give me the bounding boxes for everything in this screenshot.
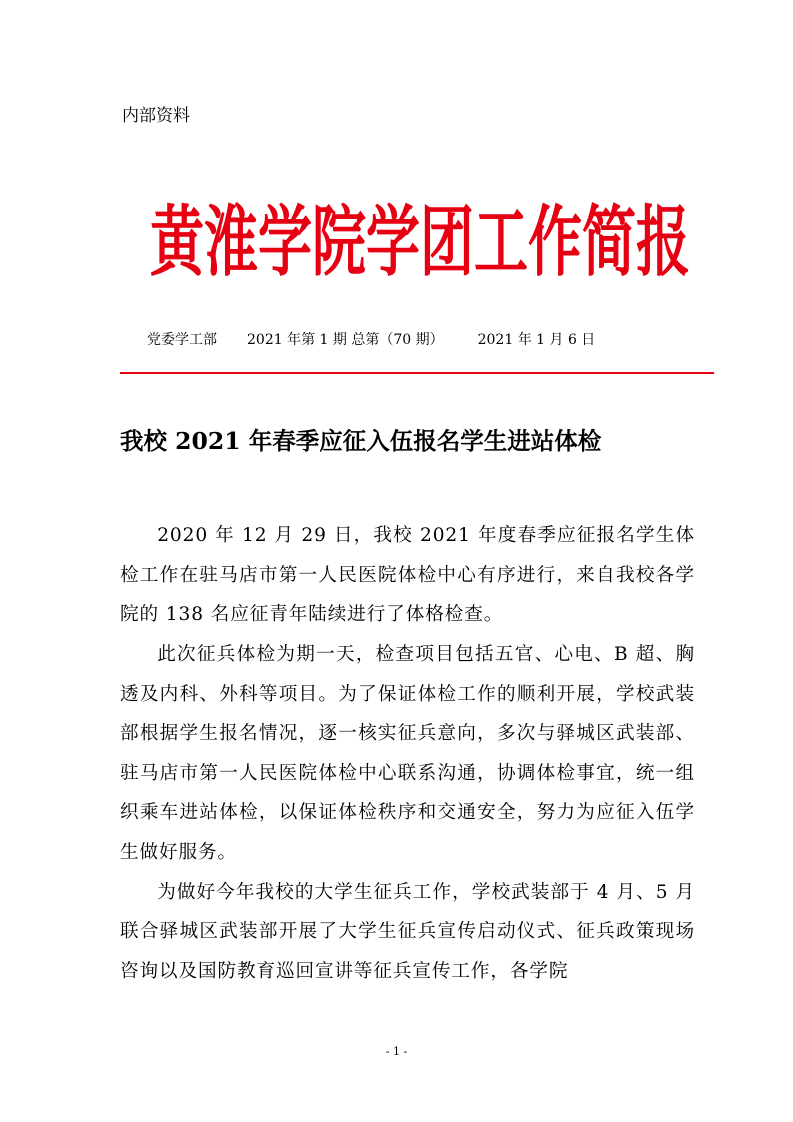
article-paragraph: 此次征兵体检为期一天，检查项目包括五官、心电、B 超、胸透及内科、外科等项目。为了保证体检工作的顺利开展，学校武装部根据学生报名情况，逐一核实征兵意向，多次与驿城区武装部、驻马店市第一人民医院体检中心联系沟通，协调体检事宜，统一组织乘车进站体检，以保证体检秩序和交通安全，努力为应征入伍学生做好服务。	[120, 644, 695, 863]
page-number: - 1 -	[385, 1045, 408, 1058]
masthead-character: 学	[366, 197, 420, 288]
issue-info-line	[147, 329, 595, 351]
masthead-character: 学	[258, 197, 312, 288]
issue-department: 党委学工部	[147, 332, 217, 348]
masthead-character: 简	[582, 197, 636, 288]
masthead-character: 黄	[150, 197, 204, 288]
article-paragraph: 2020 年 12 月 29 日，我校 2021 年度春季应征报名学生体检工作在驻马店市第一人民医院体检中心有序进行，来自我校各学院的 138 名应征青年陆续进行了体格检查。	[120, 525, 695, 625]
masthead-character: 报	[636, 197, 690, 288]
masthead-character: 工	[474, 197, 528, 288]
issue-number: 2021 年第 1 期 总第（70 期）	[247, 332, 444, 348]
masthead-divider	[120, 372, 714, 374]
masthead-character: 淮	[204, 197, 258, 288]
masthead-character: 作	[528, 197, 582, 288]
internal-material-label: 内部资料	[122, 106, 190, 126]
article-body	[120, 516, 695, 992]
masthead-title	[150, 195, 690, 291]
article-title: 我校 2021 年春季应征入伍报名学生进站体检	[120, 427, 602, 455]
masthead-character: 院	[312, 197, 366, 288]
issue-date: 2021 年 1 月 6 日	[477, 332, 596, 348]
masthead-character: 团	[420, 197, 474, 288]
article-paragraph: 为做好今年我校的大学生征兵工作，学校武装部于 4 月、5 月联合驿城区武装部开展了大学生征兵宣传启动仪式、征兵政策现场咨询以及国防教育巡回宣讲等征兵宣传工作，各学院	[120, 881, 695, 982]
